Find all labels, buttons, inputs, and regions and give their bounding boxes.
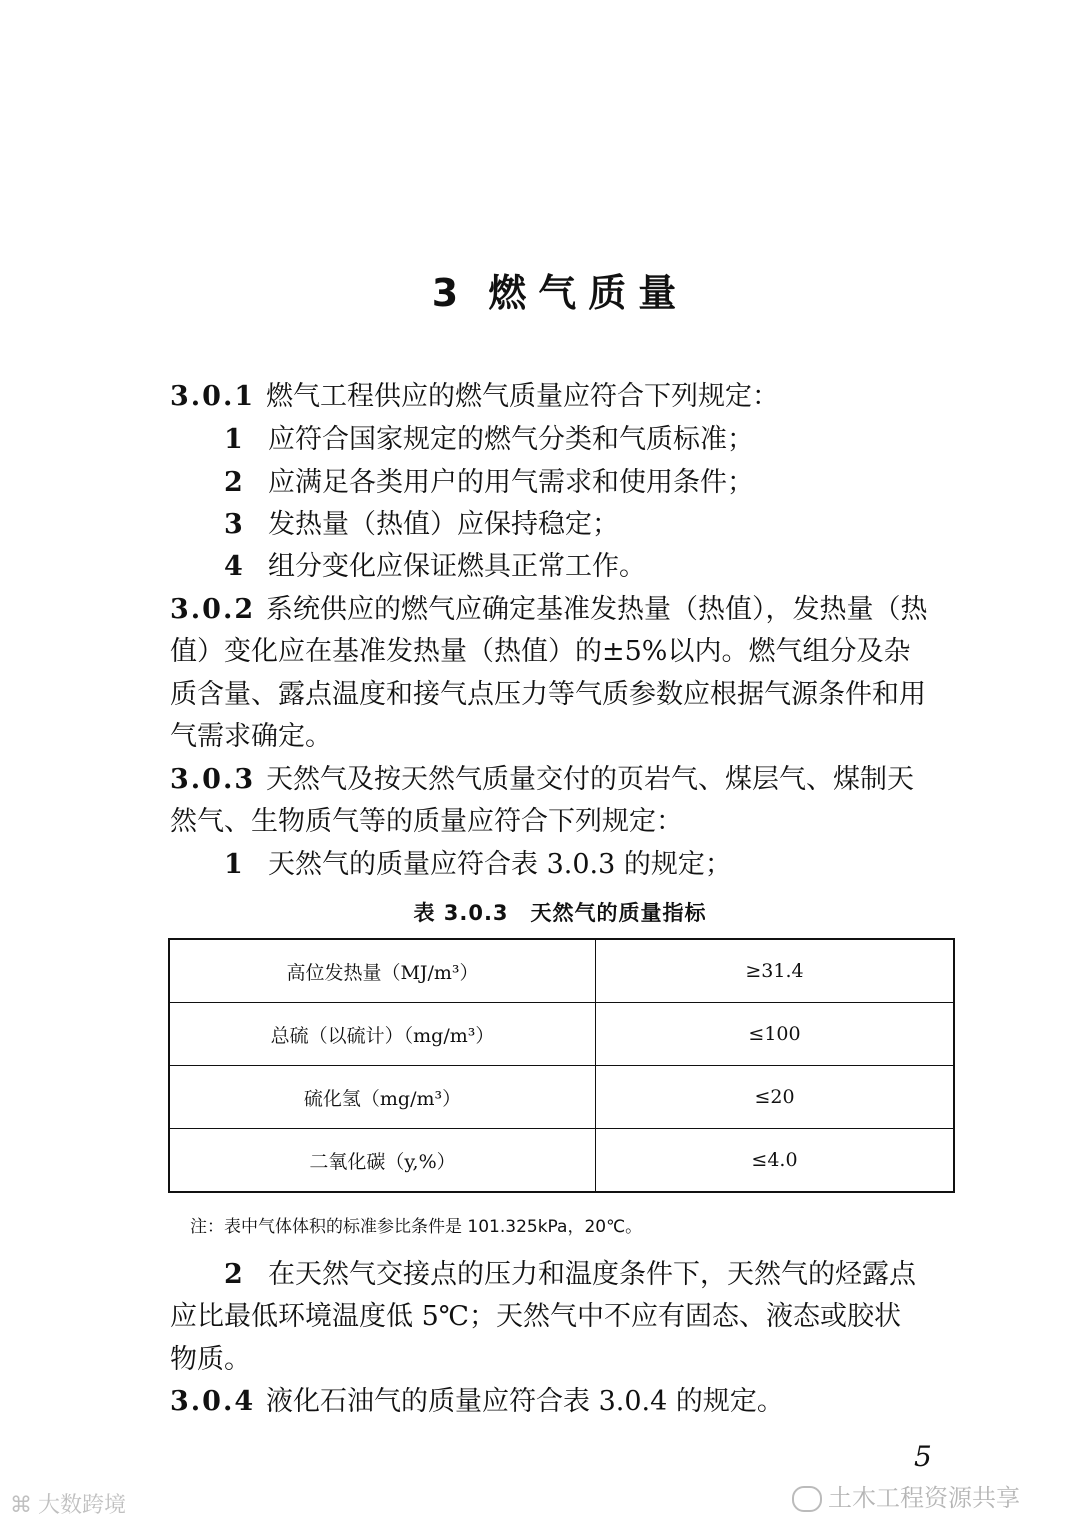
clause-item <box>170 505 1014 545</box>
wechat-icon <box>792 1486 822 1512</box>
clause-3-0-1 <box>170 377 960 417</box>
item-number: 2 <box>224 467 243 498</box>
clause-text-line: 值）变化应在基准发热量（热值）的±5%以内。燃气组分及杂 <box>170 636 911 667</box>
clause-text-line: 系统供应的燃气应确定基准发热量（热值），发热量（热 <box>266 594 928 625</box>
clause-3-0-3 <box>170 760 960 800</box>
clause-number: 3.0.2 <box>170 594 256 625</box>
table-caption <box>0 897 1080 927</box>
table-cell-param: 二氧化碳（y,%） <box>169 1129 596 1193</box>
table-cell-value: ≤100 <box>596 1003 955 1066</box>
table-row <box>169 939 954 1003</box>
table-cell-param: 总硫（以硫计）（mg/m³） <box>169 1003 596 1066</box>
clause-item <box>170 420 1014 460</box>
chapter-title-text: 燃气质量 <box>488 271 689 315</box>
clause-3-0-2 <box>170 590 960 630</box>
table-cell-value: ≤4.0 <box>596 1129 955 1193</box>
table-row <box>169 1066 954 1129</box>
clause-item <box>170 845 1014 885</box>
clause-3-0-4 <box>170 1382 960 1422</box>
item-number: 3 <box>224 509 243 540</box>
brand-icon: ⌘ <box>10 1493 32 1518</box>
item-number: 2 <box>224 1259 243 1290</box>
table-row <box>169 1129 954 1193</box>
table-cell-param: 高位发热量（MJ/m³） <box>169 939 596 1003</box>
clause-item <box>170 463 1014 503</box>
table-caption-number: 表 3.0.3 <box>413 901 509 925</box>
table-cell-value: ≥31.4 <box>596 939 955 1003</box>
table-caption-title: 天然气的质量指标 <box>530 901 707 925</box>
clause-item <box>170 1255 1014 1295</box>
watermark-right-text: 土木工程资源共享 <box>828 1484 1020 1512</box>
table-cell-value: ≤20 <box>596 1066 955 1129</box>
table-row <box>169 1003 954 1066</box>
watermark-left <box>10 1488 126 1519</box>
page-number: 5 <box>914 1440 932 1473</box>
item-text: 应满足各类用户的用气需求和使用条件； <box>268 467 754 498</box>
clause-text-line: 应比最低环境温度低 5℃；天然气中不应有固态、液态或胶状 <box>170 1301 901 1332</box>
clause-number: 3.0.3 <box>170 764 256 795</box>
item-text: 组分变化应保证燃具正常工作。 <box>268 551 646 582</box>
item-text: 在天然气交接点的压力和温度条件下，天然气的烃露点 <box>268 1259 916 1290</box>
item-text: 天然气的质量应符合表 3.0.3 的规定； <box>268 849 732 880</box>
clause-text-line: 质含量、露点温度和接气点压力等气质参数应根据气源条件和用 <box>170 679 926 710</box>
table-note: 注：表中气体体积的标准参比条件是 101.325kPa，20℃。 <box>190 1217 643 1237</box>
watermark-right <box>792 1478 1020 1513</box>
item-number: 1 <box>224 424 243 455</box>
clause-text: 燃气工程供应的燃气质量应符合下列规定： <box>266 381 779 412</box>
watermark-left-text: 大数跨境 <box>38 1493 127 1518</box>
item-number: 1 <box>224 849 243 880</box>
clause-text-line: 气需求确定。 <box>170 721 332 752</box>
chapter-title <box>0 262 1080 317</box>
item-number: 4 <box>224 551 243 582</box>
table-cell-param: 硫化氢（mg/m³） <box>169 1066 596 1129</box>
clause-text-line: 然气、生物质气等的质量应符合下列规定： <box>170 806 683 837</box>
quality-table <box>168 938 955 1193</box>
item-text: 发热量（热值）应保持稳定； <box>268 509 619 540</box>
chapter-number: 3 <box>431 271 471 315</box>
clause-text: 液化石油气的质量应符合表 3.0.4 的规定。 <box>266 1386 784 1417</box>
item-text: 应符合国家规定的燃气分类和气质标准； <box>268 424 754 455</box>
clause-text-line: 天然气及按天然气质量交付的页岩气、煤层气、煤制天 <box>266 764 914 795</box>
clause-text-line: 物质。 <box>170 1344 251 1375</box>
clause-number: 3.0.4 <box>170 1386 256 1417</box>
clause-item <box>170 547 1014 587</box>
clause-number: 3.0.1 <box>170 381 256 412</box>
